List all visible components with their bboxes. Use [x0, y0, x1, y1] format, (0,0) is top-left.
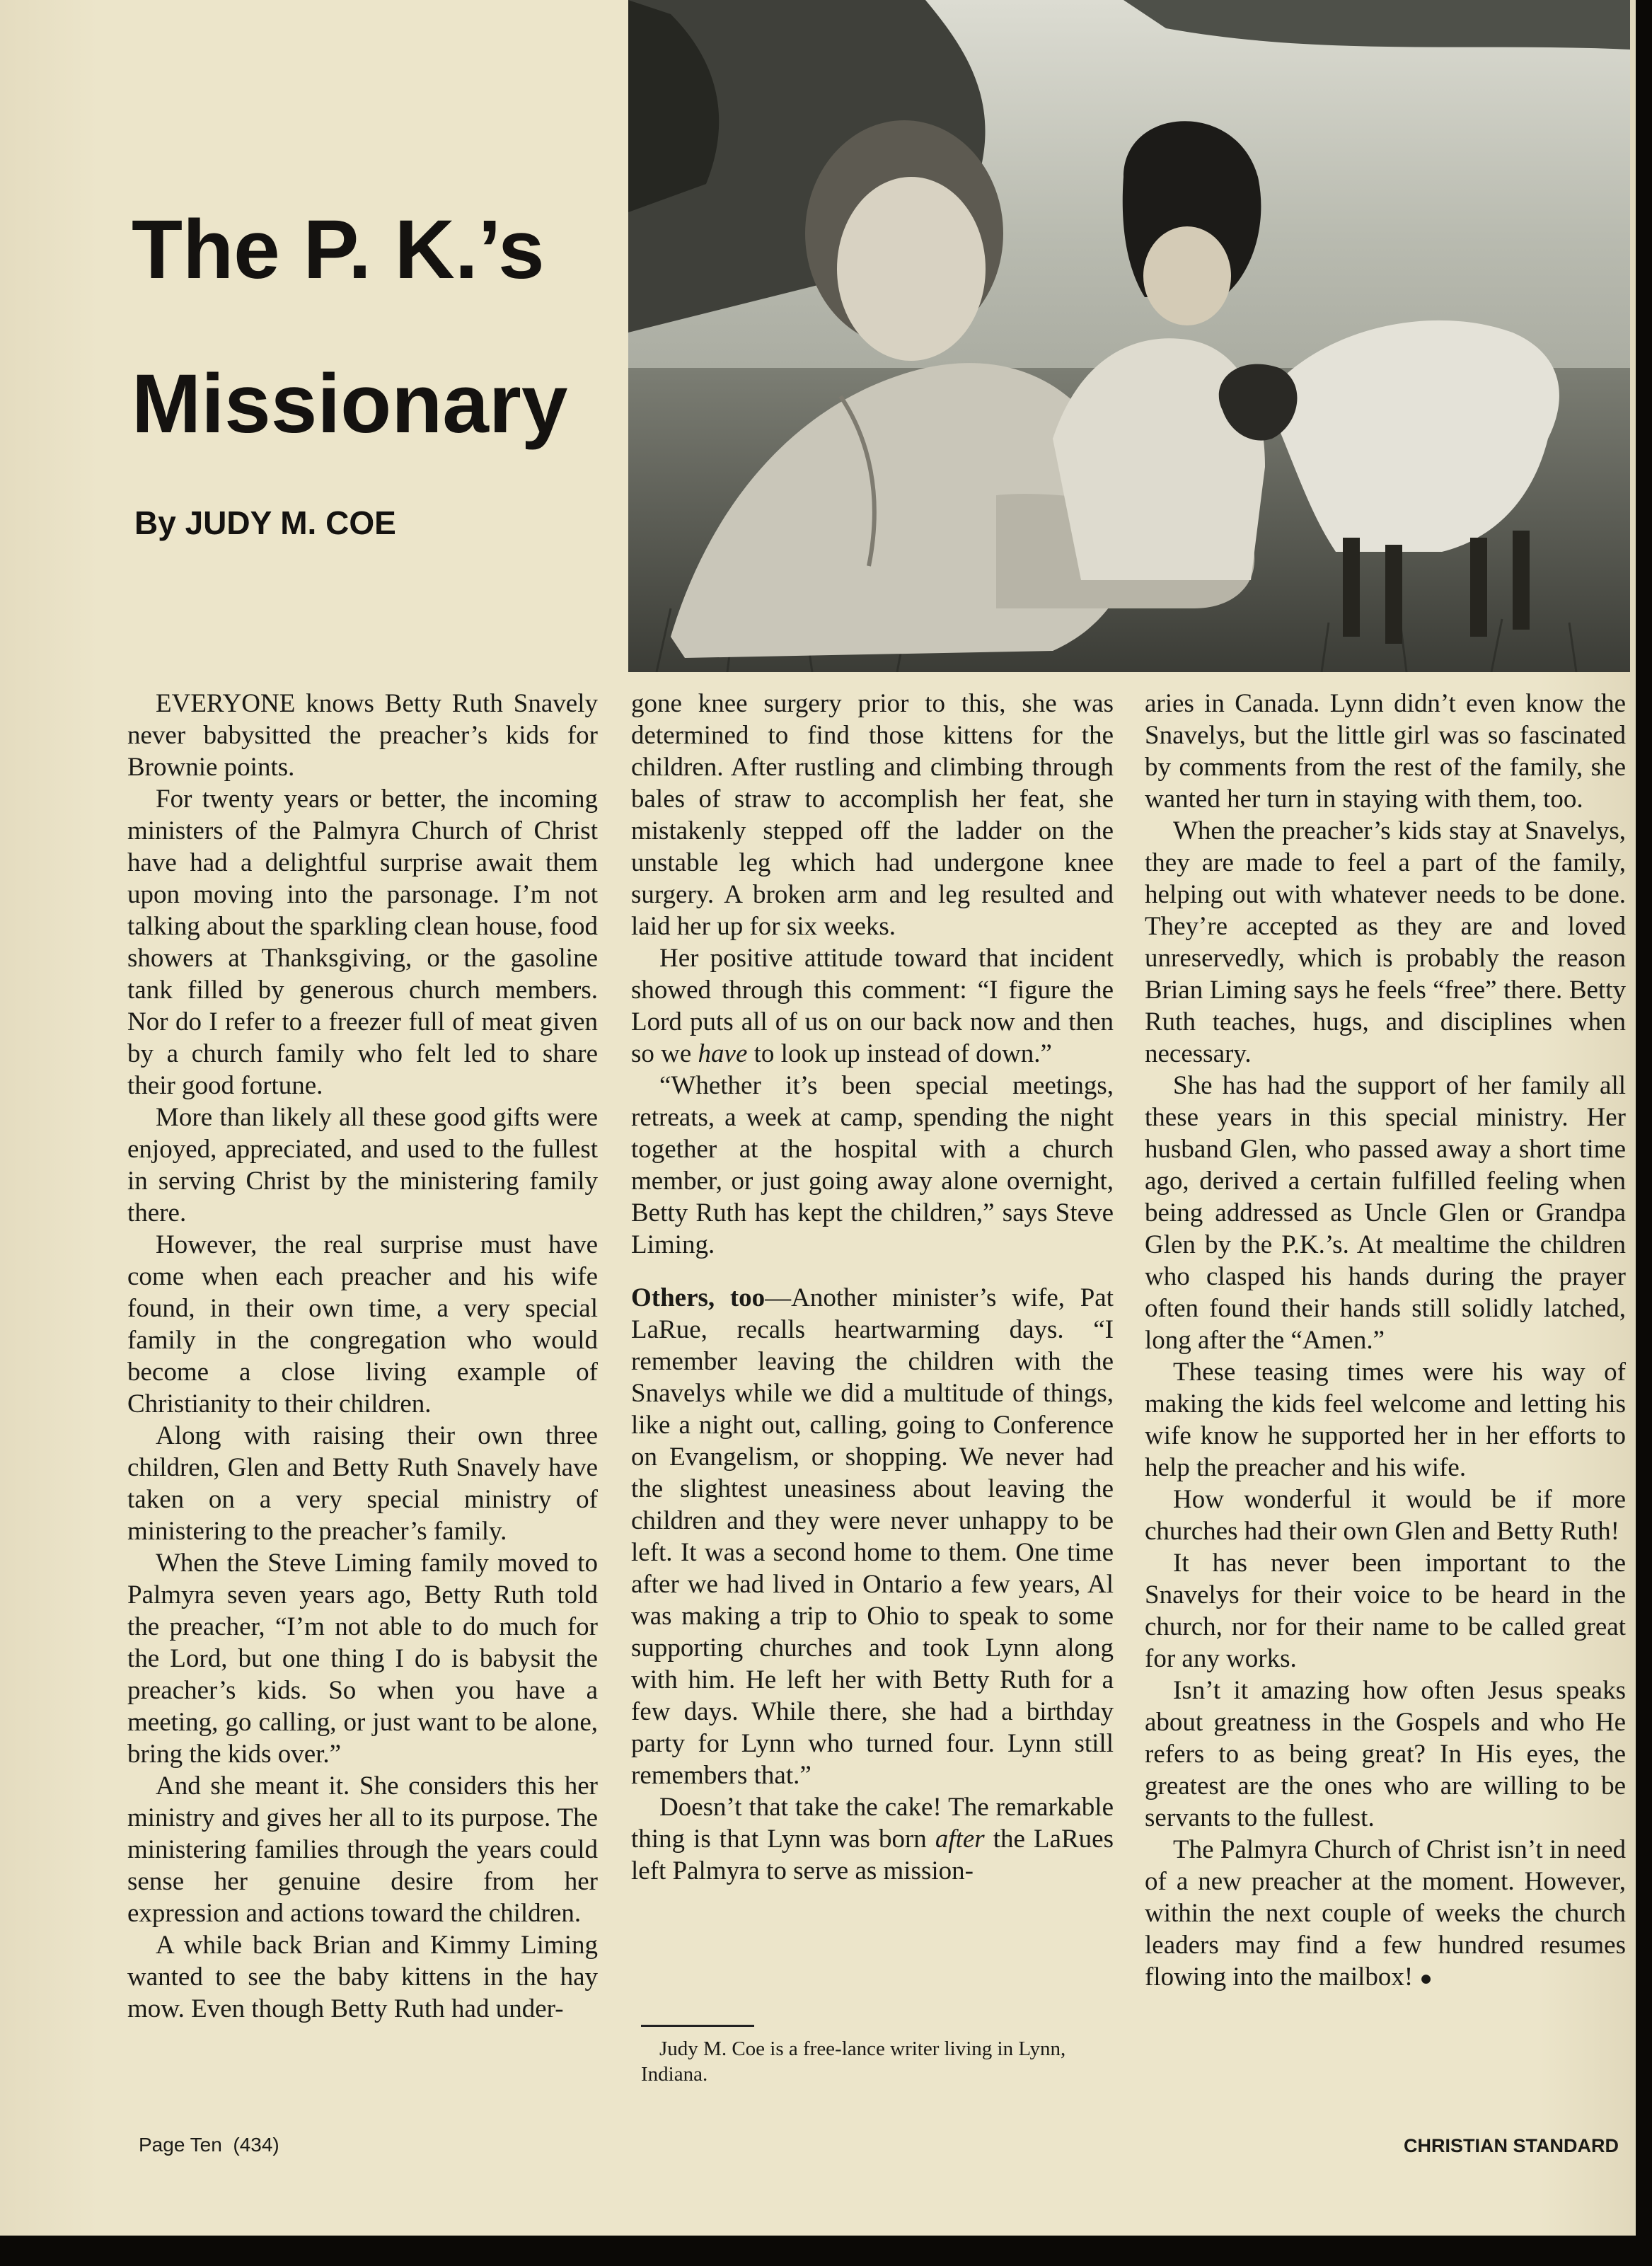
- paragraph: However, the real surprise must have come when each preacher and his wife found, in their own time, a very special family in the congregation who would become a close living example of Christianity to their children.: [127, 1230, 598, 1418]
- title-line-1: The P. K.’s: [132, 203, 545, 296]
- paragraph: Along with raising their own three children, Glen and Betty Ruth Snavely have taken on a very special ministry of ministering to the preacher’s family.: [127, 1421, 598, 1546]
- publication-name: CHRISTIAN STANDARD: [1404, 2135, 1619, 2156]
- page-number: (434): [233, 2134, 279, 2156]
- subhead: Others, too: [631, 1283, 766, 1312]
- paragraph: And she meant it. She considers this her ministry and gives her all to its purpose. The ministering families through the years could sense her genuine desire from her expression and actions toward the children.: [127, 1771, 598, 1928]
- paragraph: [631, 942, 1114, 1070]
- subhead-text: —Another minister’s wife, Pat LaRue, recalls heartwarming days. “I remember leaving the children with the Snavelys while we did a multitude of things, like a night out, calling, going to Conference on Evangelism, or shopping. We never had the slightest uneasiness about leaving the children and they were never unhappy to be left. It was a second home to them. One time after we had lived in Ontario a few years, Al was making a trip to Ohio to speak to some supporting churches and took Lynn along with him. He left her with Betty Ruth for a few days. While there, she had a birthday party for Lynn who turned four. Lynn still remembers that.”: [631, 1283, 1114, 1790]
- end-mark-icon: ●: [1419, 1967, 1433, 1990]
- article-column-2: [631, 688, 1114, 1887]
- paragraph: More than likely all these good gifts were enjoyed, appreciated, and used to the fullest in serving Christ by the ministering family there.: [127, 1103, 598, 1227]
- paragraph: For twenty years or better, the incoming ministers of the Palmyra Church of Christ have had a delightful surprise await them upon moving into the parsonage. I’m not talking about the sparkling clean house, food showers at Thanksgiving, or the gasoline tank filled by generous church members. Nor do I refer to a freezer full of meat given by a church family who felt led to share their good fortune.: [127, 785, 598, 1100]
- paragraph: [631, 1282, 1114, 1791]
- paragraph: aries in Canada. Lynn didn’t even know the Snavelys, but the little girl was so fascinated by comments from the rest of the family, she wanted her turn in staying with them, too.: [1145, 689, 1626, 814]
- emphasis: after: [935, 1825, 985, 1854]
- footnote-rule: [641, 2025, 754, 2027]
- article-column-1: [127, 688, 598, 2025]
- photo-woman-girl-lamb-icon: [628, 0, 1630, 672]
- paragraph: EVERYONE knows Betty Ruth Snavely never babysitted the preacher’s kids for Brownie points.: [127, 689, 598, 782]
- paragraph: [631, 1791, 1114, 1887]
- quote-text: to look up instead of down.”: [747, 1039, 1052, 1068]
- title-line-2: Missionary: [132, 357, 568, 451]
- byline: By JUDY M. COE: [134, 504, 396, 541]
- paragraph: A while back Brian and Kimmy Liming wanted to see the baby kittens in the hay mow. Even though Betty Ruth had under-: [127, 1931, 598, 2023]
- paragraph-text: the LaRues left Palmyra to serve as mission-: [631, 1825, 1114, 1885]
- quote-text: Her positive attitude toward that incident showed through this comment: “I figure the Lord puts all of us on our back now and then so we: [631, 944, 1114, 1068]
- paragraph-text: Doesn’t that take the cake! The remarkable thing is that Lynn was born: [631, 1793, 1114, 1854]
- paragraph-text: The Palmyra Church of Christ isn’t in need of a new preacher at the moment. However, within the next couple of weeks the church leaders may find a few hundred resumes flowing into the mailbox!: [1145, 1835, 1626, 1992]
- paragraph: [1145, 1834, 1626, 1994]
- author-footnote: Judy M. Coe is a free-lance writer living in Lynn, Indiana.: [641, 2037, 1066, 2086]
- paragraph: “Whether it’s been special meetings, retreats, a week at camp, spending the night together at the hospital with a church member, or just going away alone overnight, Betty Ruth has kept the children,” says Steve Liming.: [631, 1071, 1114, 1259]
- page-label: Page Ten: [139, 2134, 222, 2156]
- page-footer-left: [139, 2134, 279, 2156]
- paragraph: These teasing times were his way of making the kids feel welcome and letting his wife know he supported her in her efforts to help the preacher and his wife.: [1145, 1358, 1626, 1482]
- paragraph: gone knee surgery prior to this, she was determined to find those kittens for the children. After rustling and climbing through bales of straw to accomplish her feat, she mistakenly stepped off the ladder on the unstable leg which had undergone knee surgery. A broken arm and leg resulted and laid her up for six weeks.: [631, 689, 1114, 941]
- paragraph: When the Steve Liming family moved to Palmyra seven years ago, Betty Ruth told the preacher, “I’m not able to do much for the Lord, but one thing I do is babysit the preacher’s kids. So when you have a meeting, go calling, or just want to be alone, bring the kids over.”: [127, 1549, 598, 1769]
- article-title: [132, 173, 567, 481]
- emphasis: have: [698, 1039, 748, 1068]
- paragraph: When the preacher’s kids stay at Snavelys, they are made to feel a part of the family, helping out with whatever needs to be done. They’re accepted as they are and loved unreservedly, which is probably the reason Brian Liming says he feels “free” there. Betty Ruth teaches, hugs, and disciplines when necessary.: [1145, 816, 1626, 1068]
- paragraph: How wonderful it would be if more churches had their own Glen and Betty Ruth!: [1145, 1485, 1626, 1546]
- paragraph: She has had the support of her family all these years in this special ministry. Her husband Glen, who passed away a short time ago, derived a certain fulfilled feeling when being addressed as Uncle Glen or Grandpa Glen by the P.K.’s. At mealtime the children who clasped his hands during the prayer often found their hands still solidly latched, long after the “Amen.”: [1145, 1071, 1626, 1355]
- paragraph: Isn’t it amazing how often Jesus speaks about greatness in the Gospels and who He refers to as being great? In His eyes, the greatest are the ones who are willing to be servants to the fullest.: [1145, 1676, 1626, 1832]
- article-column-3: [1145, 688, 1626, 1994]
- paragraph: It has never been important to the Snavelys for their voice to be heard in the church, nor for their name to be called great for any works.: [1145, 1549, 1626, 1673]
